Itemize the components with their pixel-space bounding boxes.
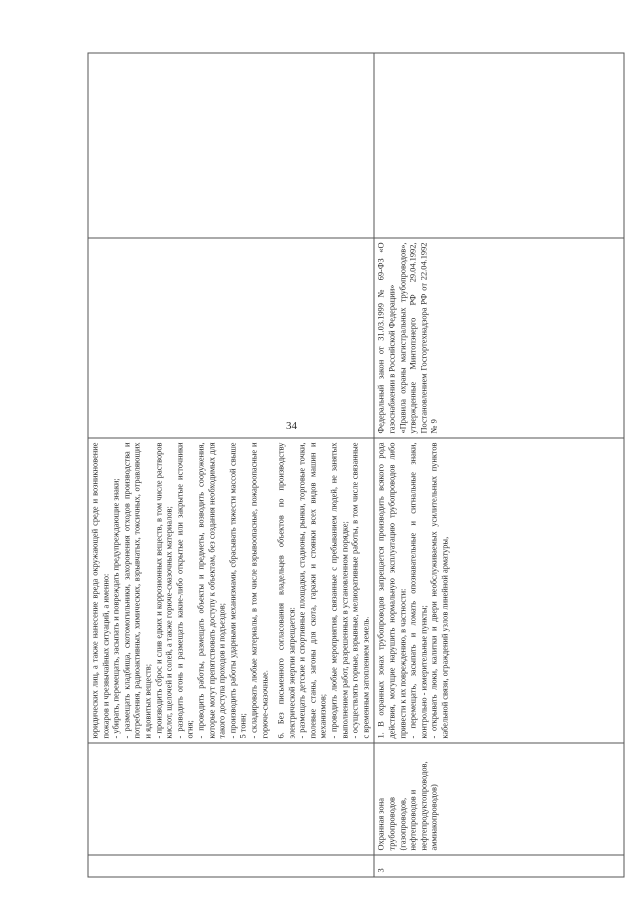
restrictions-text [376, 443, 450, 739]
cell-extra [374, 53, 624, 238]
text-paragraph: - проводить работы, размещать объекты и предметы, возводить сооружения, которые могут препятствовать доступу к объектам, без создания необходимых для такого доступа проходов и подъездов; [195, 442, 227, 739]
text-paragraph: - складировать любые материалы, в том числе взрывоопасные, пожароопасные и горюче-смазочные. [248, 442, 269, 739]
text-paragraph: - производить работы ударными механизмами, сбрасывать тяжести массой свыше 5 тонн; [227, 442, 248, 739]
cell-restrictions-continued [88, 438, 374, 743]
restrictions-table [87, 53, 624, 878]
cell-extra-empty [88, 53, 374, 238]
text-paragraph: - разводить огонь и размещать какие-либо открытые или закрытые источники огня; [174, 442, 195, 739]
text-paragraph: 6. Без письменного согласования владельцев объектов по производству электрической энергии запрещается: [276, 442, 296, 739]
text-paragraph: - убирать, перемещать, засыпать и повреждать предупреждающие знаки; [111, 478, 121, 739]
restrictions-table-sheet [87, 53, 549, 878]
cell-basis-empty [88, 238, 374, 438]
cell-restrictions [374, 438, 624, 743]
text-paragraph: Федеральный закон от 31.03.1999 № 69-ФЗ «О газоснабжении в Российской Федерации» [376, 242, 397, 434]
text-paragraph: юридических лиц, а также нанесение вреда окружающей среде и возникновение пожаров и чрезвычайных ситуаций, а именно: [90, 442, 110, 739]
text-paragraph: «Правила охраны магистральных трубопроводов», утвержденные Минтопэнерго РФ 29.04.1992, Постановлением Госгортехнадзора РФ от 22.04.1992 № 9 [397, 242, 439, 434]
cell-legal-basis [374, 238, 624, 438]
text-paragraph: - осуществлять горные, взрывные, мелиоративные работы, в том числе связанные с временным затоплением земель. [350, 442, 370, 739]
text-paragraph: - размещать кладбища, скотомогильники, захоронения отходов производства и потребления, радиоактивных, химических, взрывчатых, токсичных, отравляющих и ядовитых веществ; [121, 442, 152, 739]
page-number: 34 [286, 420, 297, 432]
restrictions-text [90, 443, 371, 739]
text-paragraph: - проводить любые мероприятия, связанные с пребыванием людей, не занятых выполнением работ, разрешенных в установленном порядке; [329, 442, 349, 739]
text-paragraph: 1. В охранных зонах трубопроводов запрещается производить всякого рода действия, могущие нарушить нормальную эксплуатацию трубопроводов либо привести к их повреждению, в частности: [376, 442, 407, 739]
text-paragraph: - производить сброс и слив едких и коррозионных веществ, в том числе растворов кислот, щелочей и солей, а также горюче-смазочных материалов; [153, 442, 174, 739]
cell-number: 3 [374, 855, 624, 877]
paragraph-gap [270, 443, 276, 739]
table-row-continued [88, 53, 374, 877]
text-paragraph: - размещать детские и спортивные площадки, стадионы, рынки, торговые точки, полевые станы, загоны для скота, гаражи и стоянки всех видов машин и механизмов; [297, 442, 328, 739]
text-paragraph: - перемещать, засыпать и ломать опознавательные и сигнальные знаки, контрольно - измерительные пункты; [408, 442, 428, 739]
cell-number-empty [88, 855, 374, 877]
cell-name-empty [88, 743, 374, 855]
table-row-3 [374, 53, 624, 877]
cell-zone-name: Охранная зона трубопроводов (газопроводов, нефтепроводов и нефтепродуктопроводов, аммиакопроводов) [374, 743, 624, 855]
text-paragraph: - открывать люки, калитки и двери необслуживаемых усилительных пунктов кабельной связи, ограждений узлов линейной арматуры, [429, 442, 449, 739]
legal-basis-text [376, 243, 440, 434]
